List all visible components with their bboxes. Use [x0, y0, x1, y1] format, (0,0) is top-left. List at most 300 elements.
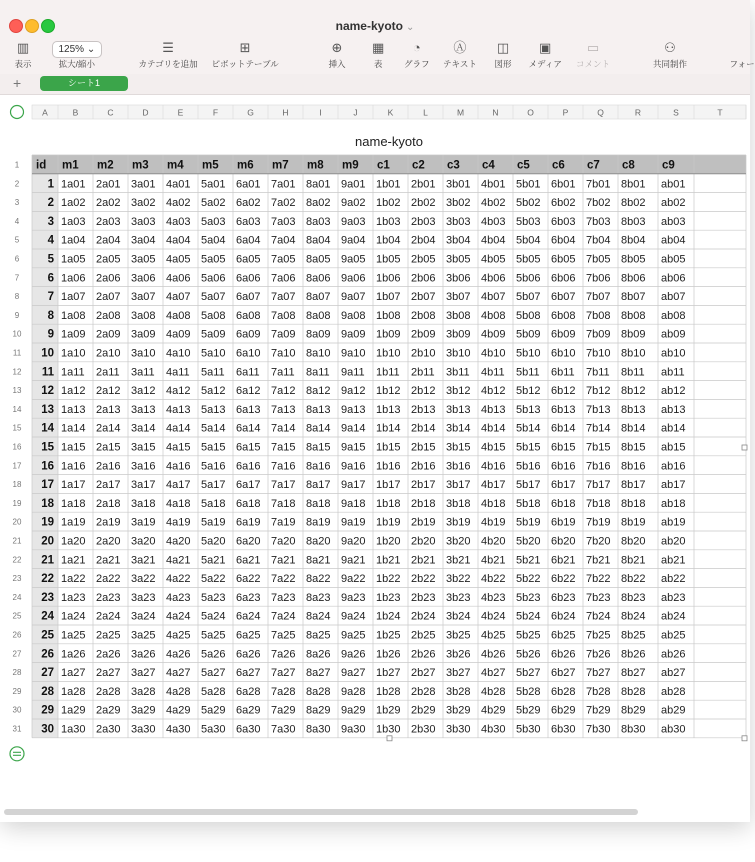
table-cell[interactable]: 3a20: [131, 535, 156, 548]
table-cell[interactable]: 7b13: [586, 403, 611, 416]
text-button[interactable]: [443, 40, 477, 70]
table-cell[interactable]: 3b17: [446, 479, 471, 492]
table-cell[interactable]: 8a06: [306, 272, 331, 285]
table-cell[interactable]: 3b08: [446, 309, 471, 322]
table-cell[interactable]: 3b02: [446, 197, 471, 210]
table-cell[interactable]: 8b21: [621, 554, 646, 567]
table-cell[interactable]: 9a11: [341, 366, 365, 379]
table-cell[interactable]: ab29: [661, 704, 686, 717]
table-cell[interactable]: 4a14: [166, 422, 191, 435]
table-cell[interactable]: 23: [41, 591, 54, 604]
table-cell[interactable]: 2b12: [411, 385, 436, 398]
table-cell[interactable]: 7b02: [586, 197, 611, 210]
table-cell[interactable]: 2a14: [96, 422, 121, 435]
media-button[interactable]: [529, 40, 562, 70]
table-cell[interactable]: 5b04: [516, 234, 541, 247]
table-cell[interactable]: 7b27: [586, 667, 611, 680]
table-cell[interactable]: 9a13: [341, 403, 366, 416]
table-cell[interactable]: 6a12: [236, 385, 261, 398]
table-cell[interactable]: 4a23: [166, 591, 191, 604]
table-cell[interactable]: ab23: [661, 591, 686, 604]
table-cell[interactable]: 1b28: [376, 685, 401, 698]
table-cell[interactable]: 3a13: [131, 403, 156, 416]
table-cell[interactable]: 3a15: [131, 441, 156, 454]
table-cell[interactable]: 7b18: [586, 497, 611, 510]
table-cell[interactable]: 6a29: [236, 704, 261, 717]
table-cell[interactable]: 6a27: [236, 667, 261, 680]
table-cell[interactable]: 1b18: [376, 497, 401, 510]
row-number[interactable]: 15: [12, 423, 22, 433]
table-cell[interactable]: ab10: [661, 347, 686, 360]
table-cell[interactable]: 6a24: [236, 610, 261, 623]
table-cell[interactable]: ab07: [661, 291, 686, 304]
table-cell[interactable]: 4b05: [481, 253, 506, 266]
table-cell[interactable]: 2a17: [96, 479, 121, 492]
table-cell[interactable]: 1a06: [61, 272, 86, 285]
table-cell[interactable]: 9a03: [341, 215, 366, 228]
view-button[interactable]: [15, 40, 32, 70]
table-cell[interactable]: 1b14: [376, 422, 401, 435]
table-cell[interactable]: 3b03: [446, 215, 471, 228]
table-cell[interactable]: 8b25: [621, 629, 646, 642]
header-cell[interactable]: m2: [97, 159, 114, 172]
table-cell[interactable]: 1b15: [376, 441, 401, 454]
table-cell[interactable]: ab26: [661, 648, 686, 661]
table-cell[interactable]: 3a21: [131, 554, 156, 567]
table-cell[interactable]: 1b05: [376, 253, 401, 266]
table-cell[interactable]: 3b23: [446, 591, 471, 604]
column-letter[interactable]: P: [562, 107, 569, 118]
table-cell[interactable]: 7a29: [271, 704, 296, 717]
table-cell[interactable]: 2b27: [411, 667, 436, 680]
table-cell[interactable]: 1a28: [61, 685, 86, 698]
table-cell[interactable]: 1b20: [376, 535, 401, 548]
table-cell[interactable]: 2a07: [96, 291, 121, 304]
table-cell[interactable]: 7b17: [586, 479, 611, 492]
table-cell[interactable]: 5b08: [516, 309, 541, 322]
table-cell[interactable]: 5a07: [201, 291, 226, 304]
table-cell[interactable]: 3b25: [446, 629, 471, 642]
header-cell[interactable]: m4: [167, 159, 184, 172]
table-cell[interactable]: 8a26: [306, 648, 331, 661]
table-cell[interactable]: 6a13: [236, 403, 261, 416]
table-cell[interactable]: 14: [41, 422, 54, 435]
table-cell[interactable]: 4a07: [166, 291, 191, 304]
table-cell[interactable]: 3b19: [446, 516, 471, 529]
table-cell[interactable]: 8a15: [306, 441, 331, 454]
table-cell[interactable]: 2b07: [411, 291, 436, 304]
table-cell[interactable]: 4b21: [481, 554, 506, 567]
table-cell[interactable]: 1b11: [376, 366, 400, 379]
table-cell[interactable]: ab21: [661, 554, 686, 567]
table-cell[interactable]: 8b07: [621, 291, 646, 304]
table-cell[interactable]: ab04: [661, 234, 686, 247]
table-cell[interactable]: 6b06: [551, 272, 576, 285]
table-cell[interactable]: 6a20: [236, 535, 261, 548]
table-cell[interactable]: 8a14: [306, 422, 331, 435]
table-cell[interactable]: 1b27: [376, 667, 401, 680]
table-cell[interactable]: 4b27: [481, 667, 506, 680]
table-cell[interactable]: 6a08: [236, 309, 261, 322]
header-cell[interactable]: m8: [307, 159, 324, 172]
table-cell[interactable]: 5a10: [201, 347, 226, 360]
table-cell[interactable]: 3b22: [446, 573, 471, 586]
table-cell[interactable]: 4a02: [166, 197, 191, 210]
table-cell[interactable]: 6a26: [236, 648, 261, 661]
table-cell[interactable]: 7a21: [271, 554, 296, 567]
table-cell[interactable]: 2a22: [96, 573, 121, 586]
table-cell[interactable]: 2a05: [96, 253, 121, 266]
table-cell[interactable]: 4a29: [166, 704, 191, 717]
table-cell[interactable]: 5a21: [201, 554, 226, 567]
table-cell[interactable]: 5a08: [201, 309, 226, 322]
table-cell[interactable]: 7a05: [271, 253, 296, 266]
table-cell[interactable]: 5b02: [516, 197, 541, 210]
table-cell[interactable]: 8b08: [621, 309, 646, 322]
table-cell[interactable]: 3b27: [446, 667, 471, 680]
table-cell[interactable]: 5: [47, 253, 54, 266]
table-cell[interactable]: 5a13: [201, 403, 226, 416]
table-cell[interactable]: ab28: [661, 685, 686, 698]
table-cell[interactable]: 2a26: [96, 648, 121, 661]
table-cell[interactable]: 3a16: [131, 460, 156, 473]
table-cell[interactable]: 6a19: [236, 516, 261, 529]
table-cell[interactable]: 3a17: [131, 479, 156, 492]
table-cell[interactable]: ab25: [661, 629, 686, 642]
table-cell[interactable]: 8b27: [621, 667, 646, 680]
table-cell[interactable]: 5b15: [516, 441, 541, 454]
table-cell[interactable]: ab17: [661, 479, 686, 492]
table-cell[interactable]: 3b05: [446, 253, 471, 266]
table-cell[interactable]: 4a15: [166, 441, 191, 454]
table-cell[interactable]: 3a23: [131, 591, 156, 604]
table-cell[interactable]: ab19: [661, 516, 686, 529]
table-cell[interactable]: 5a05: [201, 253, 226, 266]
table-cell[interactable]: 8a16: [306, 460, 331, 473]
table-cell[interactable]: 8a28: [306, 685, 331, 698]
row-number[interactable]: 14: [12, 404, 22, 414]
table-cell[interactable]: 6a09: [236, 328, 261, 341]
table-cell[interactable]: 3a02: [131, 197, 156, 210]
table-cell[interactable]: 8b19: [621, 516, 646, 529]
table-cell[interactable]: 9a16: [341, 460, 366, 473]
table-cell[interactable]: 1a24: [61, 610, 86, 623]
table-cell[interactable]: ab06: [661, 272, 686, 285]
table-cell[interactable]: 6b11: [551, 366, 575, 379]
table-cell[interactable]: 1b24: [376, 610, 401, 623]
table-cell[interactable]: 4b30: [481, 723, 506, 736]
header-cell[interactable]: m6: [237, 159, 254, 172]
table-cell[interactable]: 11: [41, 366, 54, 379]
table-cell[interactable]: 5b16: [516, 460, 541, 473]
table-cell[interactable]: 7b07: [586, 291, 611, 304]
column-letter[interactable]: I: [319, 107, 322, 118]
table-cell[interactable]: 5a04: [201, 234, 226, 247]
table-cell[interactable]: 3a09: [131, 328, 156, 341]
table-cell[interactable]: 1b01: [376, 178, 401, 191]
table-cell[interactable]: 7a25: [271, 629, 296, 642]
table-cell[interactable]: 2a21: [96, 554, 121, 567]
table-cell[interactable]: 2b01: [411, 178, 436, 191]
table-cell[interactable]: 8a03: [306, 215, 331, 228]
table-cell[interactable]: 3a07: [131, 291, 156, 304]
table-cell[interactable]: 2a02: [96, 197, 121, 210]
table-cell[interactable]: 8b23: [621, 591, 646, 604]
table-cell[interactable]: 4a10: [166, 347, 191, 360]
table-cell[interactable]: 6b04: [551, 234, 576, 247]
table-cell[interactable]: 4b15: [481, 441, 506, 454]
resize-handle-bottom[interactable]: [387, 736, 392, 741]
table-cell[interactable]: 7b20: [586, 535, 611, 548]
table-cell[interactable]: 3a25: [131, 629, 156, 642]
table-cell[interactable]: 4a30: [166, 723, 191, 736]
column-letter[interactable]: E: [177, 107, 184, 118]
table-cell[interactable]: 2b16: [411, 460, 436, 473]
header-cell[interactable]: c8: [622, 159, 635, 172]
table-cell[interactable]: 2a01: [96, 178, 121, 191]
table-cell[interactable]: 7b01: [586, 178, 611, 191]
shape-button[interactable]: [495, 40, 512, 70]
table-cell[interactable]: 7b12: [586, 385, 611, 398]
table-cell[interactable]: 3a27: [131, 667, 156, 680]
table-cell[interactable]: 5a14: [201, 422, 226, 435]
table-cell[interactable]: 2b21: [411, 554, 436, 567]
add-sheet-button[interactable]: +: [13, 75, 22, 91]
table-cell[interactable]: 7a24: [271, 610, 296, 623]
table-cell[interactable]: 6a25: [236, 629, 261, 642]
table-cell[interactable]: 3b29: [446, 704, 471, 717]
table-cell[interactable]: 1b03: [376, 215, 401, 228]
table-cell[interactable]: 6b01: [551, 178, 576, 191]
table-cell[interactable]: 5b12: [516, 385, 541, 398]
table-cell[interactable]: 2a03: [96, 215, 121, 228]
table-cell[interactable]: 6a22: [236, 573, 261, 586]
table-cell[interactable]: 8b15: [621, 441, 646, 454]
table-cell[interactable]: 5b27: [516, 667, 541, 680]
table-cell[interactable]: 4a05: [166, 253, 191, 266]
table-cell[interactable]: 4b10: [481, 347, 506, 360]
table-cell[interactable]: 7b15: [586, 441, 611, 454]
table-cell[interactable]: 5b28: [516, 685, 541, 698]
table-cell[interactable]: 9a10: [341, 347, 366, 360]
table-cell[interactable]: 3b28: [446, 685, 471, 698]
table-cell[interactable]: 8a27: [306, 667, 331, 680]
table-cell[interactable]: 2b11: [411, 366, 435, 379]
row-number[interactable]: 21: [12, 536, 22, 546]
table-cell[interactable]: 8b05: [621, 253, 646, 266]
table-cell[interactable]: 7a13: [271, 403, 296, 416]
table-cell[interactable]: ab16: [661, 460, 686, 473]
table-cell[interactable]: 1b04: [376, 234, 401, 247]
table-cell[interactable]: 6a07: [236, 291, 261, 304]
table-cell[interactable]: 5b23: [516, 591, 541, 604]
table-cell[interactable]: 1b09: [376, 328, 401, 341]
table-cell[interactable]: 4b26: [481, 648, 506, 661]
table-cell[interactable]: 2b10: [411, 347, 436, 360]
table-cell[interactable]: 8b09: [621, 328, 646, 341]
table-cell[interactable]: 3a29: [131, 704, 156, 717]
row-number[interactable]: 25: [12, 611, 22, 621]
table-cell[interactable]: 9a21: [341, 554, 366, 567]
table-cell[interactable]: 8a05: [306, 253, 331, 266]
table-cell[interactable]: 3a10: [131, 347, 156, 360]
table-cell[interactable]: 7b19: [586, 516, 611, 529]
header-cell[interactable]: m7: [272, 159, 289, 172]
table-cell[interactable]: ab12: [661, 385, 686, 398]
table-cell[interactable]: 4b03: [481, 215, 506, 228]
column-letter[interactable]: Q: [597, 107, 604, 118]
table-cell[interactable]: 3b13: [446, 403, 471, 416]
row-number[interactable]: 27: [12, 649, 22, 659]
table-cell[interactable]: 3a19: [131, 516, 156, 529]
header-cell[interactable]: c9: [662, 159, 675, 172]
table-cell[interactable]: 4b24: [481, 610, 506, 623]
table-cell[interactable]: 7a04: [271, 234, 296, 247]
table-cell[interactable]: 4a28: [166, 685, 191, 698]
sheet-tab-1[interactable]: シート1: [40, 76, 128, 91]
table-cell[interactable]: ab13: [661, 403, 686, 416]
row-number[interactable]: 30: [12, 705, 22, 715]
table-cell[interactable]: 28: [41, 685, 54, 698]
table-cell[interactable]: 6b02: [551, 197, 576, 210]
table-cell[interactable]: 9a20: [341, 535, 366, 548]
table-cell[interactable]: 5b03: [516, 215, 541, 228]
row-number[interactable]: 3: [14, 198, 20, 208]
table-cell[interactable]: 8a19: [306, 516, 331, 529]
table-cell[interactable]: 2a24: [96, 610, 121, 623]
table-cell[interactable]: 5a01: [201, 178, 226, 191]
row-number[interactable]: 2: [14, 179, 20, 189]
column-letter[interactable]: K: [387, 107, 394, 118]
table-cell[interactable]: 3a08: [131, 309, 156, 322]
table-cell[interactable]: 2b25: [411, 629, 436, 642]
table-cell[interactable]: 3b11: [446, 366, 470, 379]
table-cell[interactable]: 7b08: [586, 309, 611, 322]
table-cell[interactable]: 5b11: [516, 366, 540, 379]
table-cell[interactable]: 8b29: [621, 704, 646, 717]
table-cell[interactable]: ab14: [661, 422, 686, 435]
table-cell[interactable]: 1a26: [61, 648, 86, 661]
table-cell[interactable]: 1a12: [61, 385, 86, 398]
table-cell[interactable]: 4a11: [166, 366, 190, 379]
table-cell[interactable]: 4a12: [166, 385, 191, 398]
table-cell[interactable]: 3b18: [446, 497, 471, 510]
header-cell[interactable]: m5: [202, 159, 219, 172]
table-cell[interactable]: 8a24: [306, 610, 331, 623]
table-cell[interactable]: 6a06: [236, 272, 261, 285]
table-cell[interactable]: 1b07: [376, 291, 401, 304]
table-cell[interactable]: 9a15: [341, 441, 366, 454]
table-cell[interactable]: 8b13: [621, 403, 646, 416]
table-cell[interactable]: 6a10: [236, 347, 261, 360]
table-cell[interactable]: 6b18: [551, 497, 576, 510]
table-cell[interactable]: 5a02: [201, 197, 226, 210]
table-cell[interactable]: 6b28: [551, 685, 576, 698]
table-cell[interactable]: ab01: [661, 178, 686, 191]
row-number[interactable]: 7: [14, 273, 20, 283]
table-cell[interactable]: 7a10: [271, 347, 296, 360]
table-cell[interactable]: 1a19: [61, 516, 86, 529]
table-cell[interactable]: 8a07: [306, 291, 331, 304]
table-cell[interactable]: 5a27: [201, 667, 226, 680]
table-cell[interactable]: 7a03: [271, 215, 296, 228]
column-letter[interactable]: T: [717, 107, 723, 118]
table-cell[interactable]: 2a25: [96, 629, 121, 642]
table-cell[interactable]: 7a07: [271, 291, 296, 304]
table-cell[interactable]: 1a25: [61, 629, 86, 642]
header-cell[interactable]: m1: [62, 159, 79, 172]
table-cell[interactable]: 6b27: [551, 667, 576, 680]
table-cell[interactable]: 2a30: [96, 723, 121, 736]
table-cell[interactable]: 1a09: [61, 328, 86, 341]
table-cell[interactable]: 7a01: [271, 178, 296, 191]
table-cell[interactable]: 4b29: [481, 704, 506, 717]
row-number[interactable]: 9: [14, 310, 20, 320]
table-cell[interactable]: 6a11: [236, 366, 260, 379]
table-cell[interactable]: 5b13: [516, 403, 541, 416]
table-cell[interactable]: 3a06: [131, 272, 156, 285]
table-cell[interactable]: 15: [41, 441, 54, 454]
insert-button[interactable]: [329, 40, 346, 70]
column-letter[interactable]: L: [423, 107, 428, 118]
category-button[interactable]: [139, 40, 198, 70]
table-cell[interactable]: 2a27: [96, 667, 121, 680]
table-cell[interactable]: 4a18: [166, 497, 191, 510]
table-cell[interactable]: 1a16: [61, 460, 86, 473]
document-title[interactable]: [0, 19, 750, 33]
table-cell[interactable]: 2a15: [96, 441, 121, 454]
table-cell[interactable]: 5b26: [516, 648, 541, 661]
table-cell[interactable]: 1a17: [61, 479, 86, 492]
table-cell[interactable]: 4a25: [166, 629, 191, 642]
header-cell[interactable]: m9: [342, 159, 359, 172]
table-cell[interactable]: 8a30: [306, 723, 331, 736]
table-cell[interactable]: 8b16: [621, 460, 646, 473]
table-cell[interactable]: 3a28: [131, 685, 156, 698]
table-cell[interactable]: 5b06: [516, 272, 541, 285]
table-cell[interactable]: 6b15: [551, 441, 576, 454]
table-cell[interactable]: 1b25: [376, 629, 401, 642]
table-cell[interactable]: 1a18: [61, 497, 86, 510]
header-cell[interactable]: c2: [412, 159, 425, 172]
table-cell[interactable]: 6b07: [551, 291, 576, 304]
table-cell[interactable]: 7b21: [586, 554, 611, 567]
table-cell[interactable]: 9a01: [341, 178, 366, 191]
table-cell[interactable]: 6b20: [551, 535, 576, 548]
table-cell[interactable]: 7b26: [586, 648, 611, 661]
table-cell[interactable]: 8b20: [621, 535, 646, 548]
table-cell[interactable]: 5a19: [201, 516, 226, 529]
table-cell[interactable]: 4b08: [481, 309, 506, 322]
table-cell[interactable]: 4a24: [166, 610, 191, 623]
header-cell[interactable]: c7: [587, 159, 600, 172]
table-cell[interactable]: 8b17: [621, 479, 646, 492]
table-cell[interactable]: 5b25: [516, 629, 541, 642]
header-cell[interactable]: c1: [377, 159, 390, 172]
table-cell[interactable]: 8a09: [306, 328, 331, 341]
table-cell[interactable]: 9a04: [341, 234, 366, 247]
row-number[interactable]: 19: [12, 498, 22, 508]
table-cell[interactable]: 5b17: [516, 479, 541, 492]
table-cell[interactable]: 7a18: [271, 497, 296, 510]
table-cell[interactable]: 7a19: [271, 516, 296, 529]
table-cell[interactable]: 3b16: [446, 460, 471, 473]
table-cell[interactable]: 7b03: [586, 215, 611, 228]
table-cell[interactable]: 2b23: [411, 591, 436, 604]
table-cell[interactable]: 4a01: [166, 178, 191, 191]
table-cell[interactable]: 4a21: [166, 554, 191, 567]
table-cell[interactable]: 29: [41, 704, 54, 717]
